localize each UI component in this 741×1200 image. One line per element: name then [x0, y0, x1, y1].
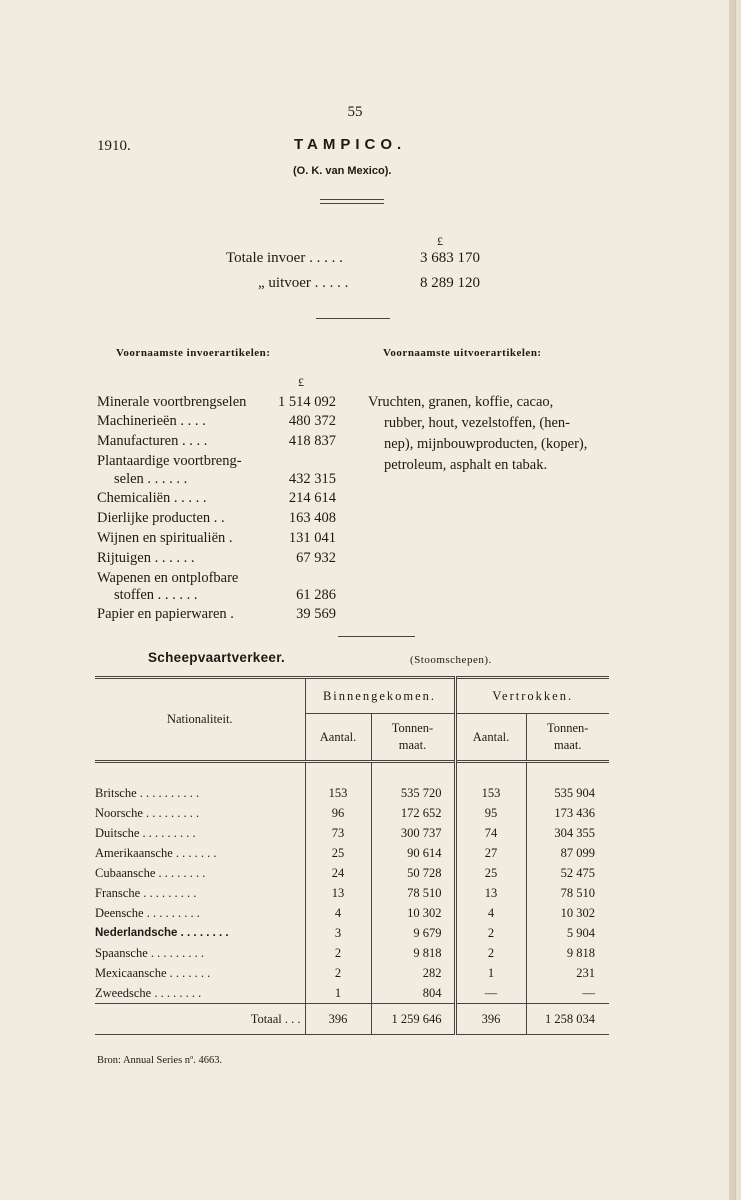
row-in-tonnage: 172 652 [371, 803, 455, 823]
row-in-tonnage: 535 720 [371, 783, 455, 803]
row-nationality: Nederlandsche . . . . . . . . [95, 927, 229, 939]
row-out-tonnage: — [526, 983, 609, 1004]
import-value: 480 372 [288, 413, 336, 429]
group-vertrokken: Vertrokken. [455, 678, 609, 714]
table-row [95, 823, 609, 843]
row-in-tonnage: 9 818 [371, 943, 455, 963]
total-out-count: 396 [455, 1004, 526, 1035]
page-edge [729, 0, 735, 1200]
table-row [95, 983, 609, 1004]
import-label: Wapenen en ontplofbare [97, 570, 239, 586]
col-in-tonnage [371, 714, 455, 762]
total-in-count: 396 [305, 1004, 371, 1035]
import-value: 214 614 [288, 490, 336, 506]
source-note: Bron: Annual Series nº. 4663. [97, 1055, 223, 1066]
imports-heading: Voornaamste invoerartikelen: [116, 347, 271, 359]
row-out-count: 95 [455, 803, 526, 823]
row-out-count: 4 [455, 903, 526, 923]
exports-heading: Voornaamste uitvoerartikelen: [383, 347, 542, 359]
table-row [95, 963, 609, 983]
row-nationality: Fransche . . . . . . . . . [95, 885, 197, 900]
year: 1910. [97, 138, 131, 154]
import-value: 432 315 [288, 471, 336, 487]
row-nationality: Amerikaansche . . . . . . . [95, 845, 217, 860]
row-nationality: Cubaansche . . . . . . . . [95, 865, 206, 880]
table-row [95, 803, 609, 823]
table-row [95, 783, 609, 803]
table-row [95, 903, 609, 923]
row-out-tonnage: 173 436 [526, 803, 609, 823]
col-in-tonnage-1: Tonnen- [391, 721, 434, 735]
total-uitvoer-label: „ uitvoer . . . . . [258, 275, 349, 291]
row-in-tonnage: 804 [371, 983, 455, 1004]
col-out-tonnage [526, 714, 609, 762]
import-label: Plantaardige voortbreng- [97, 453, 242, 469]
row-nationality: Mexicaansche . . . . . . . [95, 965, 211, 980]
import-value: 39 569 [296, 606, 336, 622]
col-in-count: Aantal. [305, 714, 371, 762]
row-out-count: 13 [455, 883, 526, 903]
row-in-count: 96 [305, 803, 371, 823]
row-in-tonnage: 90 614 [371, 843, 455, 863]
imports-currency: £ [298, 375, 304, 389]
row-out-count: 2 [455, 943, 526, 963]
row-out-tonnage: 87 099 [526, 843, 609, 863]
page-title: TAMPICO. [294, 136, 407, 153]
row-out-tonnage: 5 904 [526, 923, 609, 943]
title-divider [320, 199, 384, 204]
total-uitvoer-value: 8 289 120 [420, 275, 480, 291]
exports-line: nep), mijnbouwproducten, (koper), [384, 436, 588, 452]
row-nationality: Britsche . . . . . . . . . . [95, 785, 200, 800]
row-out-count: 1 [455, 963, 526, 983]
row-in-tonnage: 50 728 [371, 863, 455, 883]
row-in-count: 2 [305, 943, 371, 963]
row-out-tonnage: 231 [526, 963, 609, 983]
import-label: Minerale voortbrengselen [97, 394, 247, 410]
row-nationality: Zweedsche . . . . . . . . [95, 985, 202, 1000]
import-label: Machinerieën . . . . [97, 413, 206, 429]
import-value: 131 041 [288, 530, 336, 546]
col-out-count: Aantal. [455, 714, 526, 762]
row-in-tonnage: 300 737 [371, 823, 455, 843]
import-value: 418 837 [288, 433, 336, 449]
total-invoer-label: Totale invoer . . . . . [226, 250, 343, 266]
row-out-count: 153 [455, 783, 526, 803]
row-out-tonnage: 304 355 [526, 823, 609, 843]
import-value: 61 286 [296, 587, 336, 603]
row-in-tonnage: 78 510 [371, 883, 455, 903]
exports-line: Vruchten, granen, koffie, cacao, [368, 394, 554, 410]
row-in-count: 73 [305, 823, 371, 843]
row-out-count: 74 [455, 823, 526, 843]
import-value: 163 408 [288, 510, 336, 526]
row-out-tonnage: 9 818 [526, 943, 609, 963]
totals-divider [316, 318, 390, 319]
row-in-count: 25 [305, 843, 371, 863]
page-number: 55 [347, 104, 363, 120]
exports-line: petroleum, asphalt en tabak. [384, 457, 548, 473]
row-out-count: — [455, 983, 526, 1004]
import-label-cont: stoffen . . . . . . [114, 587, 198, 603]
import-label-cont: selen . . . . . . [114, 471, 188, 487]
import-label: Rijtuigen . . . . . . [97, 550, 195, 566]
import-label: Wijnen en spiritualiën . [97, 530, 233, 546]
shipping-table [95, 676, 609, 1035]
col-in-tonnage-2: maat. [398, 738, 427, 752]
total-label: Totaal . . . [250, 1011, 301, 1026]
table-row [95, 863, 609, 883]
row-in-tonnage: 282 [371, 963, 455, 983]
row-nationality: Deensche . . . . . . . . . [95, 905, 200, 920]
table-row [95, 843, 609, 863]
row-out-tonnage: 78 510 [526, 883, 609, 903]
row-out-count: 27 [455, 843, 526, 863]
row-in-tonnage: 9 679 [371, 923, 455, 943]
total-in-tonnage: 1 259 646 [371, 1004, 455, 1035]
row-out-count: 2 [455, 923, 526, 943]
totals-currency: £ [437, 234, 443, 248]
group-binnengekomen: Binnengekomen. [305, 678, 455, 714]
row-in-count: 13 [305, 883, 371, 903]
import-value: 1 514 092 [278, 394, 336, 410]
exports-text [368, 392, 613, 476]
row-in-count: 3 [305, 923, 371, 943]
row-in-tonnage: 10 302 [371, 903, 455, 923]
table-row [95, 923, 609, 943]
row-out-tonnage: 535 904 [526, 783, 609, 803]
table-row [95, 943, 609, 963]
row-in-count: 4 [305, 903, 371, 923]
total-invoer-value: 3 683 170 [420, 250, 480, 266]
row-in-count: 24 [305, 863, 371, 883]
import-label: Chemicaliën . . . . . [97, 490, 207, 506]
section-divider [338, 636, 415, 637]
shipping-subheading: (Stoomschepen). [410, 654, 492, 666]
row-nationality: Duitsche . . . . . . . . . [95, 825, 196, 840]
import-label: Papier en papierwaren . [97, 606, 234, 622]
shipping-heading: Scheepvaartverkeer. [148, 650, 286, 665]
table-row [95, 883, 609, 903]
import-label: Dierlijke producten . . [97, 510, 225, 526]
col-out-tonnage-1: Tonnen- [547, 721, 589, 735]
col-nationality: Nationaliteit. [95, 678, 305, 762]
row-out-tonnage: 52 475 [526, 863, 609, 883]
col-out-tonnage-2: maat. [554, 738, 582, 752]
row-in-count: 1 [305, 983, 371, 1004]
page-subtitle: (O. K. van Mexico). [293, 165, 392, 177]
table-total-row [95, 1004, 609, 1035]
total-out-tonnage: 1 258 034 [526, 1004, 609, 1035]
row-out-tonnage: 10 302 [526, 903, 609, 923]
import-value: 67 932 [296, 550, 336, 566]
exports-line: rubber, hout, vezelstoffen, (hen- [384, 415, 570, 431]
row-in-count: 153 [305, 783, 371, 803]
row-out-count: 25 [455, 863, 526, 883]
row-nationality: Spaansche . . . . . . . . . [95, 945, 205, 960]
import-label: Manufacturen . . . . [97, 433, 208, 449]
row-in-count: 2 [305, 963, 371, 983]
row-nationality: Noorsche . . . . . . . . . [95, 805, 200, 820]
